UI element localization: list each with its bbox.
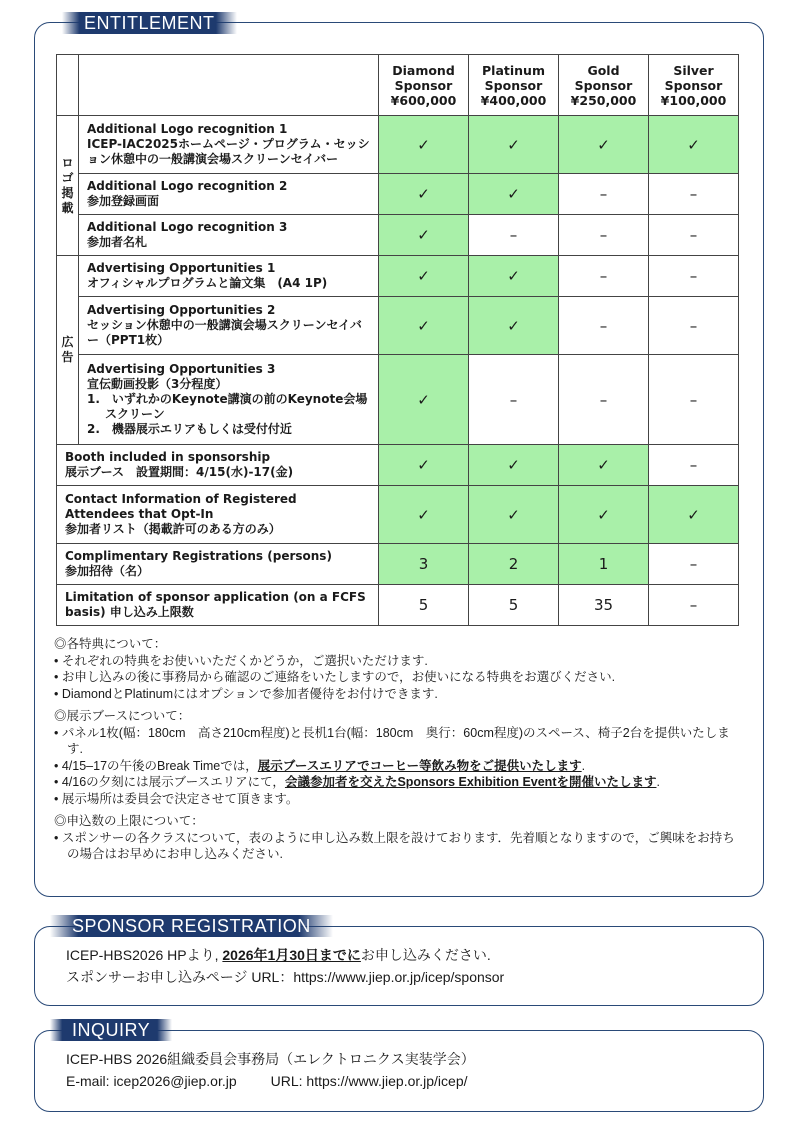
row-label: Advertising Opportunities 1 オフィシャルプログラムと論文集 (A4 1P) [79, 256, 379, 297]
entitlement-table [56, 54, 739, 626]
tier-header-diamond: Diamond Sponsor ¥600,000 [379, 55, 469, 116]
cell-value: – [649, 297, 739, 355]
cell-value: ✓ [379, 256, 469, 297]
cell-value: 2 [469, 544, 559, 585]
cell-value: – [469, 215, 559, 256]
cell-value: – [649, 174, 739, 215]
header-blank [79, 55, 379, 116]
cell-value: ✓ [559, 486, 649, 544]
table-row [57, 174, 739, 215]
tier-header-silver: Silver Sponsor ¥100,000 [649, 55, 739, 116]
cell-value: ✓ [379, 215, 469, 256]
cell-value: – [649, 256, 739, 297]
cell-value: – [649, 544, 739, 585]
cell-value: ✓ [559, 116, 649, 174]
cell-value: ✓ [649, 486, 739, 544]
cell-value: 5 [469, 585, 559, 626]
notes-bullet: • 展示場所は委員会で決定させて頂きます。 [54, 791, 299, 806]
cell-value: 35 [559, 585, 649, 626]
cell-value: ✓ [379, 116, 469, 174]
registration-deadline-line: ICEP-HBS2026 HPより, 2026年1月30日までにお申し込みください. [66, 947, 491, 963]
cell-value: ✓ [469, 116, 559, 174]
tier-header-platinum: Platinum Sponsor ¥400,000 [469, 55, 559, 116]
registration-text [66, 944, 504, 988]
category-ad: 広告 [57, 256, 79, 445]
registration-deadline: 2026年1月30日までに [222, 947, 361, 963]
notes-bullet: • スポンサーの各クラスについて，表のように申し込み数上限を設けております．先着順となりますので，ご興味をお持ちの場合はお早めにお申し込みください. [54, 830, 735, 861]
row-label: Complimentary Registrations (persons) 参加招待（名） [57, 544, 379, 585]
cell-value: – [559, 297, 649, 355]
notes-bullet: • お申し込みの後に事務局から確認のご連絡をいたしますので，お使いになる特典をお選びください. [54, 670, 616, 684]
cell-value: – [559, 256, 649, 297]
registration-banner: SPONSOR REGISTRATION [50, 915, 333, 937]
cell-value: ✓ [649, 116, 739, 174]
row-label: Additional Logo recognition 2 参加登録画面 [79, 174, 379, 215]
cell-value: – [649, 215, 739, 256]
row-label: Limitation of sponsor application (on a FCFS basis) 申し込み上限数 [57, 585, 379, 626]
header-blank [57, 55, 79, 116]
table-row [57, 215, 739, 256]
cell-value: ✓ [379, 174, 469, 215]
cell-value: 3 [379, 544, 469, 585]
inquiry-email[interactable]: E-mail: icep2026@jiep.or.jp [66, 1073, 237, 1089]
inquiry-banner: INQUIRY [50, 1019, 172, 1041]
notes-bullet: • DiamondとPlatinumにはオプションで参加者優待をお付けできます. [54, 686, 438, 701]
tier-header-gold: Gold Sponsor ¥250,000 [559, 55, 649, 116]
cell-value: – [469, 355, 559, 445]
cell-value: ✓ [379, 355, 469, 445]
cell-value: ✓ [379, 486, 469, 544]
row-label: Additional Logo recognition 3 参加者名札 [79, 215, 379, 256]
cell-value: ✓ [469, 297, 559, 355]
row-label: Additional Logo recognition 1 ICEP-IAC2025ホームページ・プログラム・セッション休憩中の一般講演会場スクリーンセイバー [79, 116, 379, 174]
notes-bullet: • 4/16の夕刻には展示ブースエリアにて，会議参加者を交えたSponsors Exhibition Eventを開催いたします. [54, 775, 660, 789]
cell-value: ✓ [559, 445, 649, 486]
inquiry-org: ICEP-HBS 2026組織委員会事務局（エレクトロニクス実装学会） [66, 1051, 475, 1067]
notes-heading-booth: ◎展示ブースについて： [54, 709, 191, 723]
registration-url[interactable]: スポンサーお申し込みページ URL：https://www.jiep.or.jp/icep/sponsor [66, 969, 505, 985]
notes-bullet: • 4/15–17の午後のBreak Timeでは，展示ブースエリアでコーヒー等飲み物をご提供いたします. [54, 758, 586, 773]
notes-heading-limit: ◎申込数の上限について： [54, 814, 204, 828]
cell-value: 1 [559, 544, 649, 585]
notes-bullet: • パネル1枚(幅：180cm 高さ210cm程度)と長机1台(幅：180cm 奥行：60cm程度)のスペース、椅子2台を提供いたします. [54, 725, 730, 756]
cell-value: ✓ [379, 297, 469, 355]
cell-value: – [649, 445, 739, 486]
cell-value: – [649, 585, 739, 626]
row-label: Contact Information of Registered Attendees that Opt-In 参加者リスト（掲載許可のある方のみ） [57, 486, 379, 544]
notes-heading-benefits: ◎各特典について： [54, 637, 167, 651]
row-label: Booth included in sponsorship 展示ブース 設置期間：4/15(水)-17(金) [57, 445, 379, 486]
row-label: Advertising Opportunities 2 セッション休憩中の一般講演会場スクリーンセイバー（PPT1枚） [79, 297, 379, 355]
notes-section [54, 636, 744, 863]
table-row [57, 544, 739, 585]
inquiry-text [66, 1048, 475, 1092]
table-row [57, 355, 739, 445]
inquiry-contact-line [66, 1070, 475, 1092]
row-label: Advertising Opportunities 3 宣伝動画投影（3分程度） 1. いずれかのKeynote講演の前のKeynote会場スクリーン 2. 機器展示エリアもしくは受付付近 [79, 355, 379, 445]
inquiry-url[interactable]: URL: https://www.jiep.or.jp/icep/ [270, 1073, 468, 1089]
category-logo: ロゴ掲載 [57, 116, 79, 256]
entitlement-banner: ENTITLEMENT [62, 12, 237, 34]
table-row [57, 116, 739, 174]
cell-value: ✓ [469, 174, 559, 215]
cell-value: ✓ [469, 445, 559, 486]
cell-value: – [559, 174, 649, 215]
cell-value: ✓ [469, 486, 559, 544]
cell-value: – [559, 355, 649, 445]
table-row [57, 297, 739, 355]
table-row [57, 486, 739, 544]
notes-bullet: • それぞれの特典をお使いいただくかどうか，ご選択いただけます. [54, 653, 428, 668]
table-header-row [57, 55, 739, 116]
table-row [57, 585, 739, 626]
cell-value: – [649, 355, 739, 445]
table-row [57, 445, 739, 486]
cell-value: ✓ [379, 445, 469, 486]
table-row [57, 256, 739, 297]
cell-value: – [559, 215, 649, 256]
cell-value: 5 [379, 585, 469, 626]
cell-value: ✓ [469, 256, 559, 297]
